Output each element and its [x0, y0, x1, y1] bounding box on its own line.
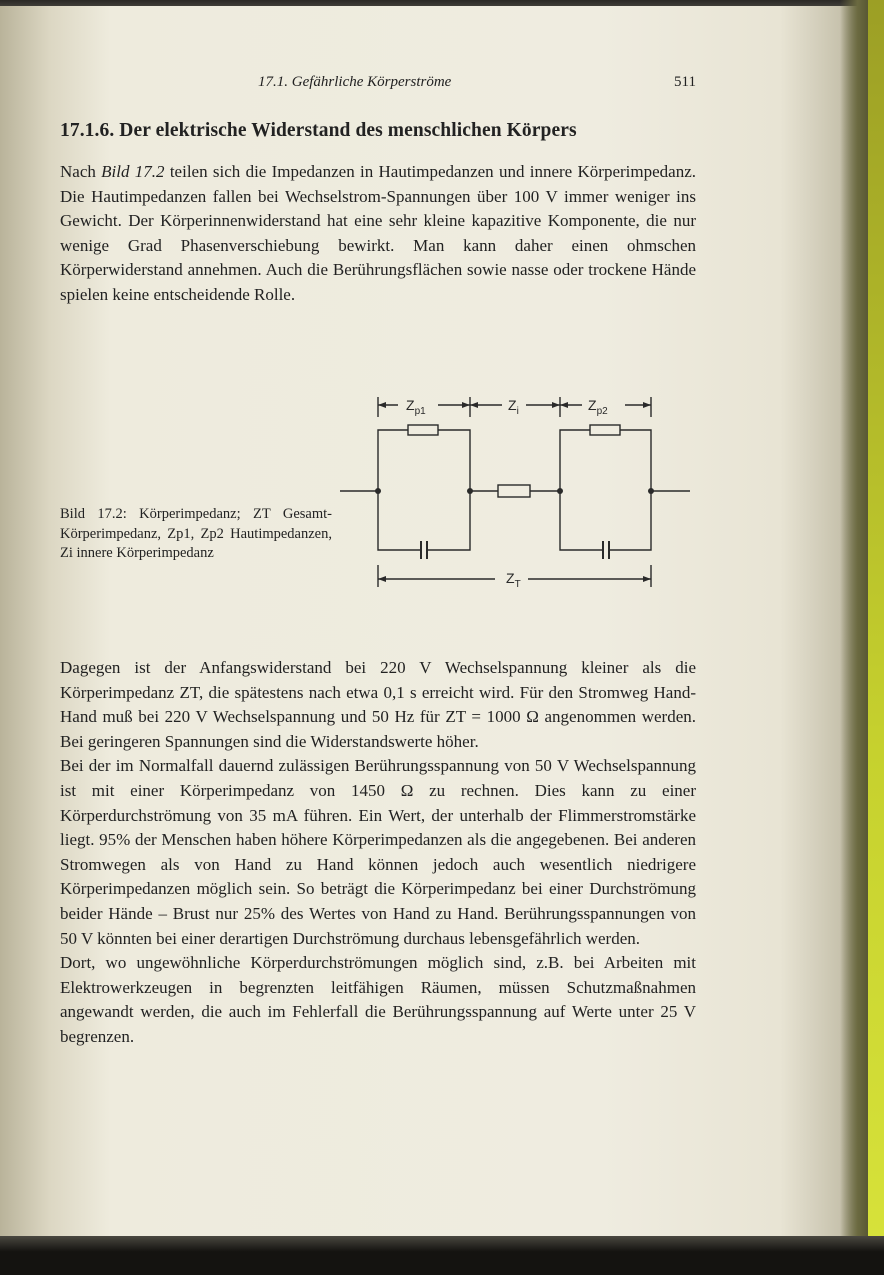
- capacitor-gap: [604, 545, 608, 555]
- paragraph-text: teilen sich die Impedanzen in Hautimpedanzen und innere Körperimpedanz. Die Hautimpedanzen fallen bei Wechselstrom-Spannungen über 100 V immer weniger ins Gewicht. Der Körperinnenwiderstand hat eine sehr kleine kapazitive Komponente, die nur wenige Grad Phasenverschiebung bewirkt. Man kann daher einen ohmschen Körperwiderstand annehmen. Auch die Berührungsflächen sowie nasse oder trockene Hände spielen keine entscheidende Rolle.: [60, 162, 696, 304]
- zp2-resistor-branch: [560, 430, 651, 491]
- junction-dot: [375, 488, 381, 494]
- capacitor-gap: [422, 545, 426, 555]
- zp2-resistor: [590, 425, 620, 435]
- arrowhead: [560, 402, 568, 408]
- arrowhead: [378, 402, 386, 408]
- zt-label: $Z_T$: [506, 570, 521, 590]
- arrowhead: [643, 576, 651, 582]
- zp2-label: $Z_{p2}$: [588, 397, 608, 417]
- arrowhead: [643, 402, 651, 408]
- page-number: 511: [674, 74, 696, 90]
- circuit-diagram: [330, 385, 700, 600]
- junction-dot: [467, 488, 473, 494]
- zp1-resistor-branch: [378, 430, 470, 491]
- zp1-capacitor-branch: [378, 491, 470, 550]
- paragraph-text: Dort, wo ungewöhnliche Körperdurchströmungen möglich sind, z.B. bei Arbeiten mit Elektrowerkzeugen in begrenzten leitfähigen Räumen, müssen Schutzmaßnahmen angewandt werden, die auch im Fehlerfall die Berührungsspannung auf Werte unter 25 V begrenzen.: [60, 953, 696, 1046]
- arrowhead: [470, 402, 478, 408]
- junction-dot: [648, 488, 654, 494]
- paragraph-lead: Nach: [60, 162, 102, 181]
- junction-dot: [557, 488, 563, 494]
- zi-resistor: [498, 485, 530, 497]
- cover-edge: [868, 0, 884, 1250]
- arrowhead: [552, 402, 560, 408]
- arrowhead: [462, 402, 470, 408]
- figure-reference: Bild 17.2: [101, 162, 165, 181]
- section-heading: 17.1.6. Der elektrische Widerstand des menschlichen Körpers: [60, 120, 577, 141]
- running-title: 17.1. Gefährliche Körperströme: [258, 74, 452, 90]
- paragraph: [60, 656, 696, 1050]
- arrowhead: [378, 576, 386, 582]
- paragraph-text: Bei der im Normalfall dauernd zulässigen Berührungsspannung von 50 V Wechselspannung ist mit einer Körperimpedanz von 1450 Ω zu rechnen. Dies kann zu einer Körperdurchströmung von 35 mA führen. Ein Wert, der unterhalb der Flimmerstromstärke liegt. 95% der Menschen haben höhere Körperimpedanzen als die angegebenen. Bei anderen Stromwegen als von Hand zu Hand können jedoch auch wesentlich niedrigere Körperimpedanzen möglich sein. So beträgt die Körperimpedanz bei einer Durchströmung beider Hände – Brust nur 25% des Wertes von Hand zu Hand. Berührungsspannungen von 50 V könnten bei einer derartigen Durchströmung durchaus lebensgefährlich werden.: [60, 756, 696, 948]
- zp1-resistor: [408, 425, 438, 435]
- zp2-capacitor-branch: [560, 491, 651, 550]
- running-header: [60, 74, 696, 96]
- paragraph: [60, 160, 696, 308]
- zp1-label: $Z_{p1}$: [406, 397, 426, 417]
- scan-shadow-bottom: [0, 1236, 884, 1275]
- paragraph-text: Dagegen ist der Anfangswiderstand bei 220 V Wechselspannung kleiner als die Körperimpedanz ZT, die spätestens nach etwa 0,1 s erreicht wird. Für den Stromweg Hand-Hand muß bei 220 V Wechselspannung und 50 Hz für ZT = 1000 Ω angenommen werden. Bei geringeren Spannungen sind die Widerstandswerte höher.: [60, 658, 696, 751]
- zi-label: $Z_i$: [508, 397, 519, 417]
- figure-caption: Bild 17.2: Körperimpedanz; ZT Gesamt-Körperimpedanz, Zp1, Zp2 Hautimpedanzen, Zi innere Körperimpedanz: [60, 506, 332, 561]
